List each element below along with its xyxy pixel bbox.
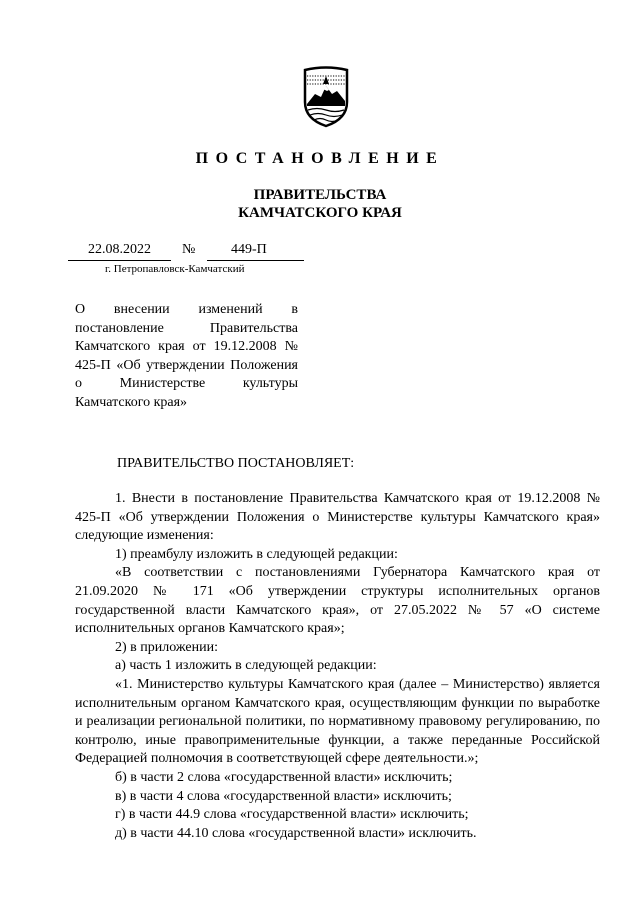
date-underline	[68, 260, 171, 261]
document-type-title: ПОСТАНОВЛЕНИЕ	[195, 150, 445, 167]
number-underline	[207, 260, 304, 261]
document-subject: О внесении изменений в постановление Правительства Камчатского края от 19.12.2008 № 425-П «Об утверждении Положения о Министерстве культуры Камчатского края»	[75, 302, 298, 410]
body-paragraph: б) в части 2 слова «государственной власти» исключить;	[115, 769, 453, 785]
document-place: г. Петропавловск-Камчатский	[105, 263, 245, 275]
issuing-authority	[0, 186, 640, 222]
authority-line-1: ПРАВИТЕЛЬСТВА	[253, 187, 387, 203]
document-body	[75, 490, 600, 843]
body-paragraph: «1. Министерство культуры Камчатского края (далее – Министерство) является исполнительным органом Камчатского края, осуществляющим функции по выработке и реализации региональной политики, по нормативному правовому регулированию, по контролю, иные правоприменительные функции, а также переданные Российской Федерацией полномочия в соответствующей сфере деятельности.»;	[75, 676, 600, 767]
body-paragraph: д) в части 44.10 слова «государственной власти» исключить.	[115, 825, 477, 841]
document-number: 449-П	[231, 242, 267, 257]
body-paragraph: 1) преамбулу изложить в следующей редакции:	[115, 546, 398, 562]
body-paragraph: г) в части 44.9 слова «государственной власти» исключить;	[115, 807, 469, 823]
authority-line-2: КАМЧАТСКОГО КРАЯ	[238, 205, 402, 221]
body-paragraph: «В соответствии с постановлениями Губернатора Камчатского края от 21.09.2020 № 171 «Об утверждении структуры исполнительных органов государственной власти Камчатского края», от 27.05.2022 № 57 «О системе исполнительных органов Камчатского края»;	[75, 565, 600, 637]
decree-heading: ПРАВИТЕЛЬСТВО ПОСТАНОВЛЯЕТ:	[117, 456, 355, 471]
body-paragraph: 2) в приложении:	[115, 639, 218, 655]
body-paragraph: 1. Внести в постановление Правительства Камчатского края от 19.12.2008 № 425-П «Об утверждении Положения о Министерстве культуры Камчатского края» следующие изменения:	[75, 491, 600, 544]
body-paragraph: в) в части 4 слова «государственной власти» исключить;	[115, 788, 452, 804]
kamchatka-coat-of-arms-icon	[299, 64, 353, 128]
body-paragraph: а) часть 1 изложить в следующей редакции:	[115, 658, 377, 674]
document-date: 22.08.2022	[88, 242, 151, 257]
number-sign: №	[182, 242, 196, 257]
